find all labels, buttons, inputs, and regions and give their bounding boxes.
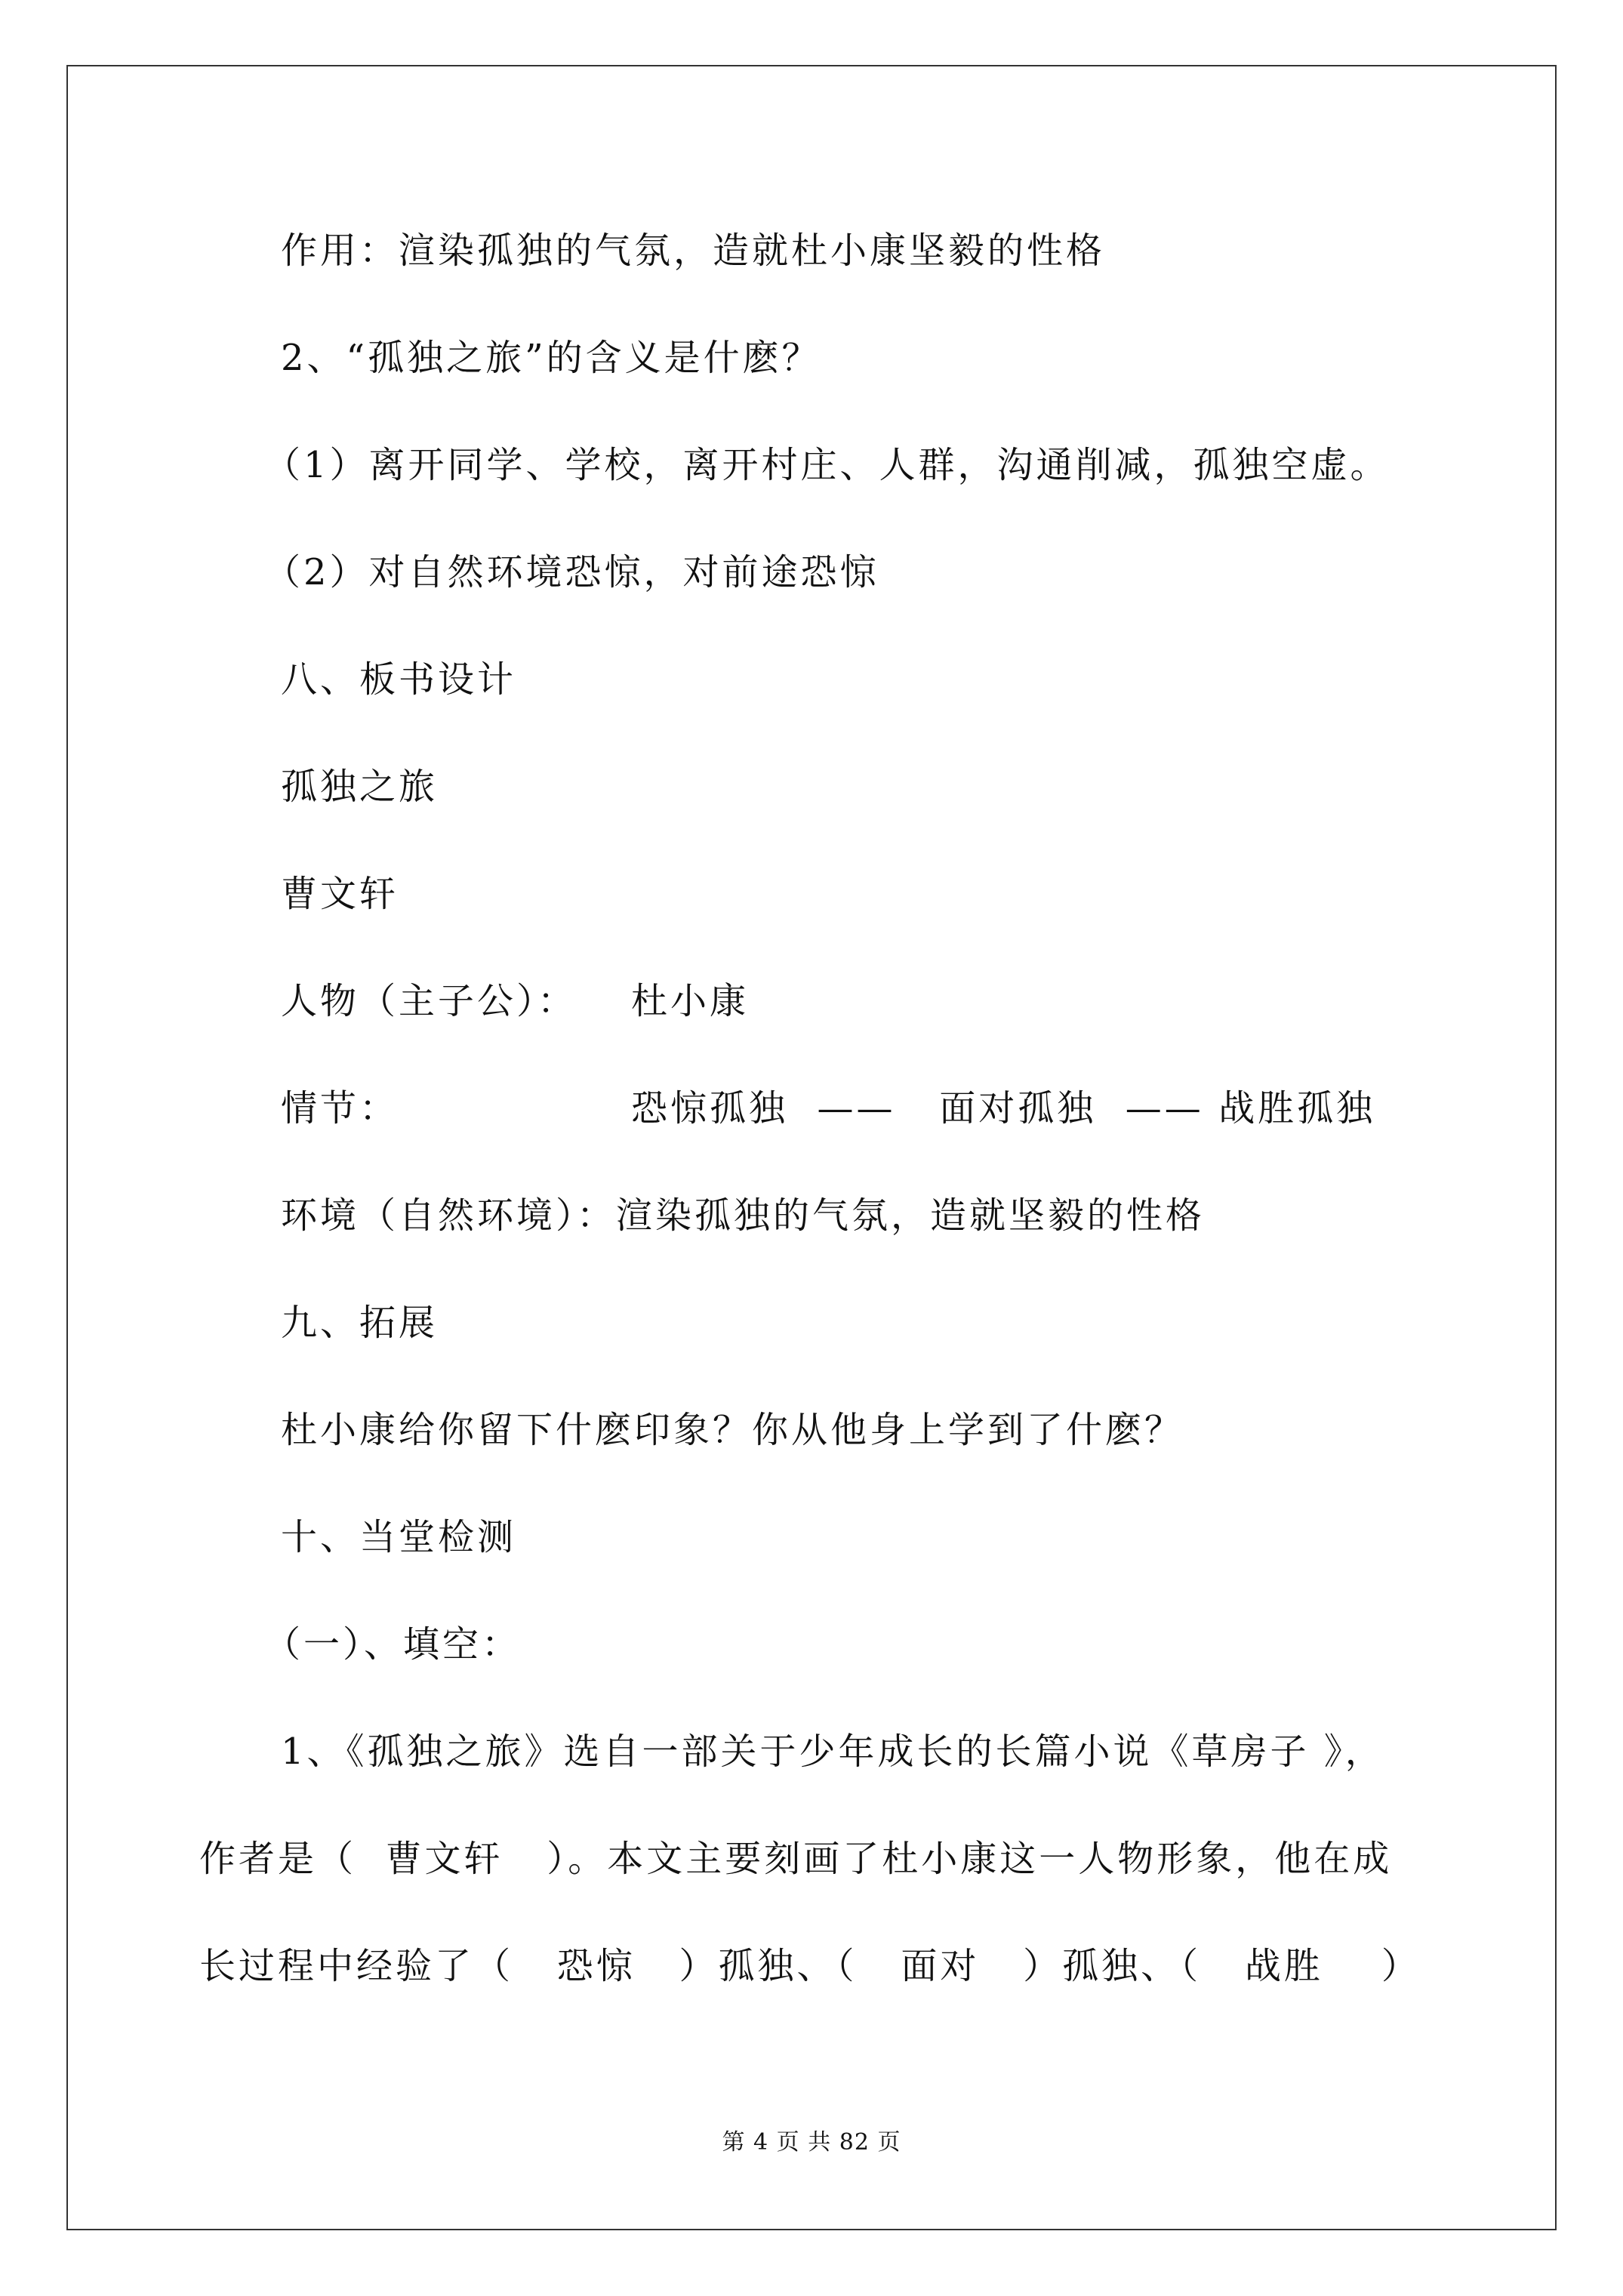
text-line: （一）、填空： <box>264 1623 522 1666</box>
text-line: 曹文轩 <box>281 873 399 915</box>
text-line: 孤独之旅 <box>281 766 439 808</box>
text-line: 1、《孤独之旅》选自一部关于少年成长的长篇小说《草房子 》， <box>281 1730 1384 1773</box>
text-line: 恐惊孤独 —— 面对孤独 —— 战胜孤独 <box>631 1087 1376 1130</box>
text-line: 长过程中经验了（ 恐惊 ）孤独、（ 面对 ）孤独、（ 战胜 ） <box>199 1945 1421 1987</box>
text-line: 情节： <box>281 1087 399 1130</box>
text-line: 杜小康给你留下什麽印象？你从他身上学到了什麽？ <box>281 1409 1184 1451</box>
text-line: 2、“孤独之旅”的含义是什麽？ <box>281 337 821 379</box>
page-border <box>66 65 1557 2230</box>
text-line: 杜小康 <box>631 980 750 1022</box>
text-line: （2）对自然环境恐惊，对前途恐惊 <box>264 551 879 593</box>
text-line: 人物（主子公）： <box>281 980 577 1022</box>
section-heading: 九、拓展 <box>281 1302 439 1344</box>
section-heading: 八、板书设计 <box>281 658 517 701</box>
text-line: 作用：渲染孤独的气氛，造就杜小康坚毅的性格 <box>281 230 1106 272</box>
text-line: （1）离开同学、学校，离开村庄、人群，沟通削减，孤独空虚。 <box>264 444 1390 486</box>
text-line: 环境（自然环境）：渲染孤独的气氛，造就坚毅的性格 <box>281 1194 1206 1237</box>
page-number: 第 4 页 共 82 页 <box>722 2129 901 2156</box>
text-line: 作者是（ 曹文轩 ）。本文主要刻画了杜小康这一人物形象，他在成 <box>199 1838 1393 1880</box>
section-heading: 十、当堂检测 <box>281 1516 517 1558</box>
